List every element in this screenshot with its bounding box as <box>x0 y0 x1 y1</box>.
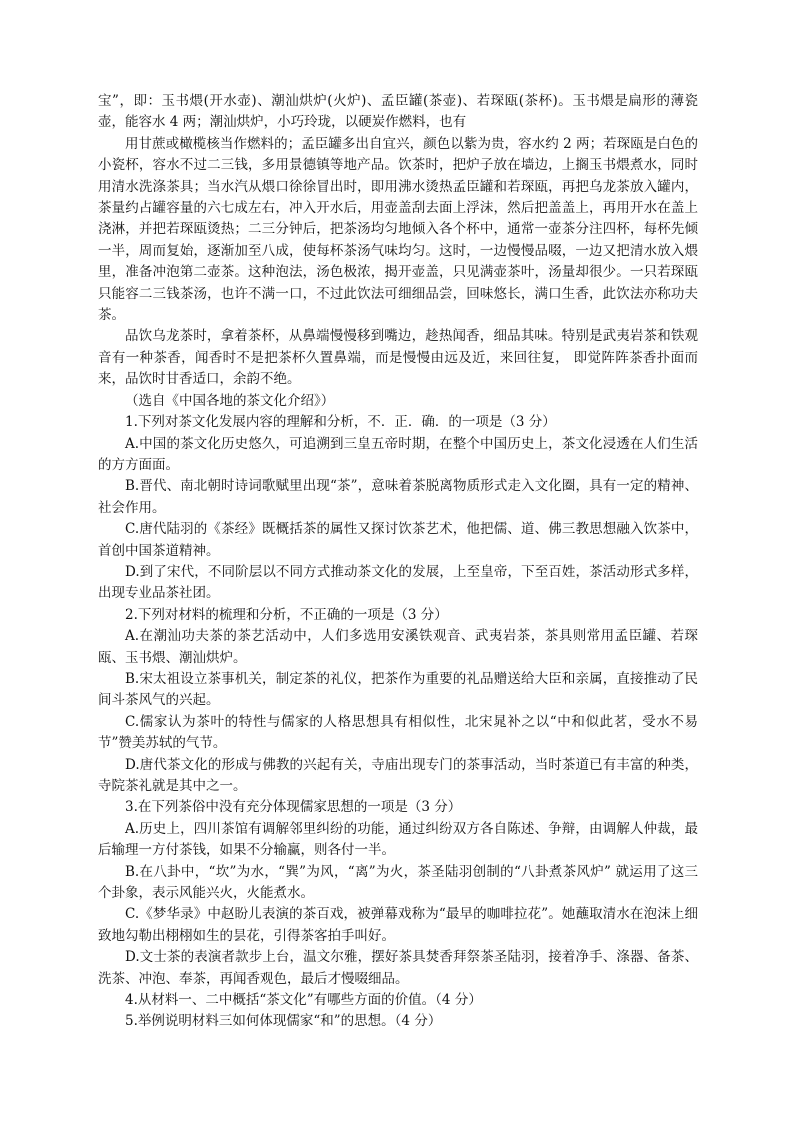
question-3-stem: 3.在下列茶俗中没有充分体现儒家思想的一项是（3 分） <box>125 799 462 816</box>
passage-paragraph: 宝”，即：玉书煨(开水壶)、潮汕烘炉(火炉)、孟臣罐(茶壶)、若琛瓯(茶杯)。玉书煨是扁形的薄瓷壶，能容水 4 两；潮汕烘炉，小巧玲珑，以硬炭作燃料，也有 <box>98 93 698 131</box>
question-3-option-d: D.文士茶的表演者款步上台，温文尔雅，摆好茶具焚香拜祭茶圣陆羽，接着净手、涤器、备茶、洗茶、冲泡、奉茶，再闻香观色，最后才慢啜细品。 <box>98 949 698 987</box>
question-1-option-a: A.中国的茶文化历史悠久，可追溯到三皇五帝时期，在整个中国历史上，茶文化浸透在人们生活的方方面面。 <box>98 435 698 473</box>
question-3-option-a: A.历史上，四川茶馆有调解邻里纠纷的功能，通过纠纷双方各自陈述、争辩，由调解人仲裁，最后输理一方付茶钱，如果不分输赢，则各付一半。 <box>98 820 698 859</box>
question-1-option-c: C.唐代陆羽的《茶经》既概括茶的属性又探讨饮茶艺术，他把儒、道、佛三教思想融入饮茶中，首创中国茶道精神。 <box>98 521 698 559</box>
question-4-stem: 4.从材料一、二中概括“茶文化”有哪些方面的价值。（4 分） <box>125 992 482 1009</box>
question-5-stem: 5.举例说明材料三如何体现儒家“和”的思想。（4 分） <box>125 1013 442 1030</box>
question-3-option-b: B.在八卦中，“坎”为水，“巽”为风，“离”为火，茶圣陆羽创制的“八卦煮茶风炉” 就运用了这三个卦象，表示风能兴火，火能煮水。 <box>98 863 698 902</box>
question-1-option-d: D.到了宋代，不同阶层以不同方式推动茶文化的发展，上至皇帝，下至百姓，茶活动形式多样，出现专业品茶社团。 <box>98 563 698 602</box>
question-2-option-c: C.儒家认为茶叶的特性与儒家的人格思想具有相似性，北宋晁补之以“中和似此茗，受水不易节”赞美苏轼的气节。 <box>98 713 698 752</box>
question-2-option-a: A.在潮汕功夫茶的茶艺活动中，人们多选用安溪铁观音、武夷岩茶，茶具则常用孟臣罐、若琛瓯、玉书煨、潮汕烘炉。 <box>98 628 698 666</box>
question-1-stem: 1.下列对茶文化发展内容的理解和分析，不．正．确．的一项是（3 分） <box>125 414 556 431</box>
passage-paragraph: 品饮乌龙茶时，拿着茶杯，从鼻端慢慢移到嘴边，趁热闻香，细品其味。特别是武夷岩茶和铁观音有一种茶香，闻香时不是把茶杯久置鼻端，而是慢慢由远及近，来回往复， 即觉阵阵茶香扑面而来，品饮时甘香适口，余韵不绝。 <box>98 328 698 388</box>
question-2-stem: 2.下列对材料的梳理和分析，不正确的一项是（3 分） <box>125 606 448 623</box>
passage-source: （选自《中国各地的茶文化介绍》） <box>125 392 335 409</box>
question-1-option-b: B.晋代、南北朝时诗词歌赋里出现“茶”，意味着茶脱离物质形式走入文化圈，具有一定的精神、社会作用。 <box>98 478 698 516</box>
question-2-option-d: D.唐代茶文化的形成与佛教的兴起有关，寺庙出现专门的茶事活动，当时茶道已有丰富的种类，寺院茶礼就是其中之一。 <box>98 756 698 794</box>
question-2-option-b: B.宋太祖设立茶事机关，制定茶的礼仪，把茶作为重要的礼品赠送给大臣和亲属，直接推动了民间斗茶风气的兴起。 <box>98 670 698 709</box>
question-3-option-c: C.《梦华录》中赵盼儿表演的茶百戏，被弹幕戏称为“最早的咖啡拉花”。她蘸取清水在泡沫上细致地勾勒出栩栩如生的昙花，引得茶客拍手叫好。 <box>98 906 698 944</box>
passage-paragraph: 用甘蔗或橄榄核当作燃料的；孟臣罐多出自宜兴，颜色以紫为贵，容水约 2 两；若琛瓯是白色的小瓷杯，容水不过二三钱，多用景德镇等地产品。饮茶时，把炉子放在墙边，上搁玉书煨煮水，同时用清水洗涤茶具；当水汽从煨口徐徐冒出时，即用沸水烫热孟臣罐和若琛瓯，再把乌龙茶放入罐内，茶量约占罐容量的六七成左右，冲入开水后，用壶盖刮去面上浮沫，然后把盖盖上，再用开水在盖上浇淋，并把若琛瓯烫热；二三分钟后，把茶汤均匀地倾入各个杯中，通常一壶茶分注四杯，每杯先倾一半，周而复始，逐渐加至八成，使每杯茶汤气味均匀。这时，一边慢慢品啜，一边又把清水放入煨里，准备冲泡第二壶茶。这种泡法，汤色极浓，揭开壶盖，只见满壶茶叶，汤量却很少。一只若琛瓯只能容二三钱茶汤，也许不满一口，不过此饮法可细细品尝，回味悠长，满口生香，此饮法亦称功夫茶。 <box>98 135 698 324</box>
